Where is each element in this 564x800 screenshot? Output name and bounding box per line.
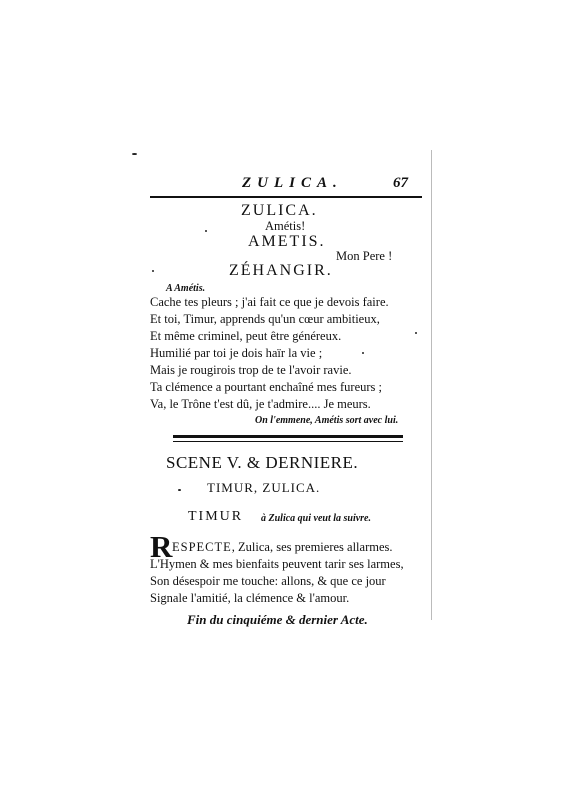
verse-line: L'Hymen & mes bienfaits peuvent tarir ses larmes, (150, 557, 404, 571)
speech-ametis: Mon Pere ! (336, 249, 393, 263)
first-line-rest: , Zulica, ses premieres allarmes. (231, 540, 393, 554)
speaker-zulica: ZULICA. (241, 202, 318, 219)
verse-line: Mais je rougirois trop de te l'avoir ravie. (150, 363, 352, 377)
verse-line: Et toi, Timur, apprends qu'un cœur ambitieux, (150, 312, 380, 326)
verse-line: Ta clémence a pourtant enchaîné mes fureurs ; (150, 380, 383, 394)
page-edge-line (431, 150, 432, 620)
speech-zulica: Amétis! (265, 219, 306, 233)
header-rule (150, 196, 422, 198)
verse-line: Et même criminel, peut être généreux. (150, 329, 342, 343)
scan-speck (362, 352, 364, 354)
stage-direction-timur: à Zulica qui veut la suivre. (261, 513, 371, 524)
verse-line: Son désespoir me touche: allons, & que ce jour (150, 574, 386, 588)
scene-cast: TIMUR, ZULICA. (207, 480, 321, 495)
verse-line: Cache tes pleurs ; j'ai fait ce que je devois faire. (150, 295, 389, 309)
verse-line: Humilié par toi je dois haïr la vie ; (150, 346, 323, 360)
scan-speck (152, 270, 154, 272)
running-title: ZULICA. (242, 175, 343, 191)
scene-title: SCENE V. & DERNIERE. (166, 453, 359, 472)
scan-speck (132, 153, 137, 155)
scene-separator-thin (173, 441, 403, 442)
exit-stage-direction: On l'emmene, Amétis sort avec lui. (255, 415, 399, 426)
closing-line: Fin du cinquiéme & dernier Acte. (187, 612, 368, 627)
page-number: 67 (393, 175, 408, 191)
speaker-zehangir: ZÉHANGIR. (229, 262, 333, 279)
verse-line: Signale l'amitié, la clémence & l'amour. (150, 591, 350, 605)
stage-direction-to-ametis: A Amétis. (166, 283, 206, 294)
speaker-timur: TIMUR (188, 509, 244, 524)
verse-line: Va, le Trône t'est dû, je t'admire.... Je meurs. (150, 397, 371, 411)
first-word-rest: ESPECTE (172, 540, 232, 554)
speaker-ametis: AMETIS. (248, 233, 326, 250)
scan-speck (415, 332, 417, 334)
scene-separator-thick (173, 435, 403, 438)
verse-line-first (172, 540, 393, 555)
drop-cap: R (150, 529, 173, 564)
scan-speck (205, 230, 207, 232)
scan-speck (178, 489, 181, 491)
